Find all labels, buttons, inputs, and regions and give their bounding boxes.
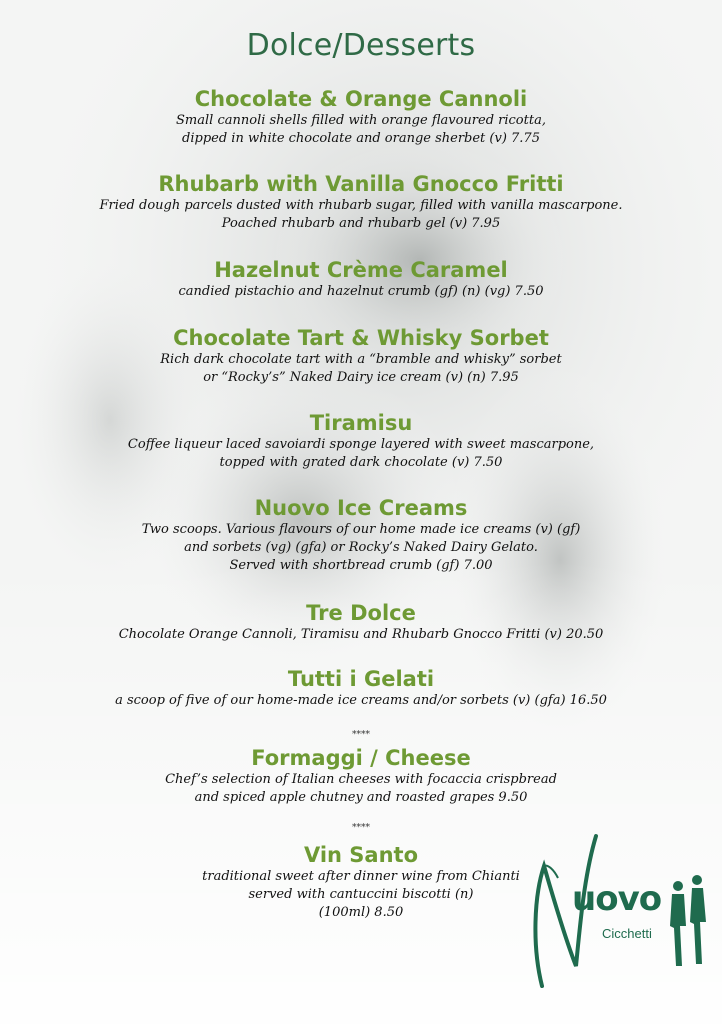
item-desc-line: and spiced apple chutney and roasted grapes 9.50 [194,790,528,805]
item-desc-line: Fried dough parcels dusted with rhubarb sugar, filled with vanilla mascarpone. [99,198,623,213]
item-title: Tiramisu [309,411,413,435]
item-desc-line: or “Rocky’s” Naked Dairy ice cream (v) (n) 7.95 [203,370,519,385]
item-title: Tre Dolce [306,601,416,625]
item-desc-line: (100ml) 8.50 [318,905,404,920]
item-title: Vin Santo [303,843,419,867]
item-desc-line: Chocolate Orange Cannoli, Tiramisu and Rhubarb Gnocco Fritti (v) 20.50 [118,627,604,642]
item-desc-line: candied pistachio and hazelnut crumb (gf) (n) (vg) 7.50 [178,284,544,299]
separator: **** [352,730,370,740]
item-desc-line: Small cannoli shells filled with orange flavoured ricotta, [176,113,546,128]
item-title: Hazelnut Crème Caramel [214,258,508,282]
logo-subtitle: Cicchetti [602,926,652,941]
menu-item-tutti-i-gelati [0,666,722,710]
menu-item-cannoli [0,86,722,148]
item-desc-line: Coffee liqueur laced savoiardi sponge layered with sweet mascarpone, [127,437,595,452]
logo-wordmark: uovo [572,879,662,919]
menu-item-tre-dolce [0,600,722,644]
menu-item-gnocco [0,171,722,233]
menu-item-ice-creams [0,495,722,575]
item-desc-line: dipped in white chocolate and orange sherbet (v) 7.75 [182,131,540,146]
item-title: Chocolate Tart & Whisky Sorbet [173,326,549,350]
item-desc-line: and sorbets (vg) (gfa) or Rocky’s Naked Dairy Gelato. [184,540,538,555]
item-desc-line: a scoop of five of our home-made ice creams and/or sorbets (v) (gfa) 16.50 [115,693,607,708]
item-desc-line: served with cantuccini biscotti (n) [248,887,474,902]
item-desc-line: Rich dark chocolate tart with a “bramble and whisky” sorbet [160,352,562,367]
separator: **** [352,823,370,833]
item-desc-line: Two scoops. Various flavours of our home made ice creams (v) (gf) [141,522,581,537]
item-title: Formaggi / Cheese [251,746,471,770]
logo-figures-icon [670,875,706,966]
page-title: Dolce/Desserts [246,28,476,63]
item-title: Nuovo Ice Creams [254,496,468,520]
item-title: Rhubarb with Vanilla Gnocco Fritti [158,172,564,196]
item-title: Chocolate & Orange Cannoli [194,87,528,111]
nuovo-cicchetti-logo [514,826,714,996]
item-title: Tutti i Gelati [287,667,435,691]
item-desc-line: Served with shortbread crumb (gf) 7.00 [229,558,493,573]
menu-item-chocolate-tart [0,325,722,387]
item-desc-line: Poached rhubarb and rhubarb gel (v) 7.95 [221,216,501,231]
menu-item-cheese [0,745,722,807]
menu-item-creme-caramel [0,257,722,301]
menu-item-tiramisu [0,410,722,472]
item-desc-line: Chef’s selection of Italian cheeses with focaccia crispbread [165,772,557,787]
item-desc-line: topped with grated dark chocolate (v) 7.50 [219,455,503,470]
item-desc-line: traditional sweet after dinner wine from Chianti [202,869,520,884]
